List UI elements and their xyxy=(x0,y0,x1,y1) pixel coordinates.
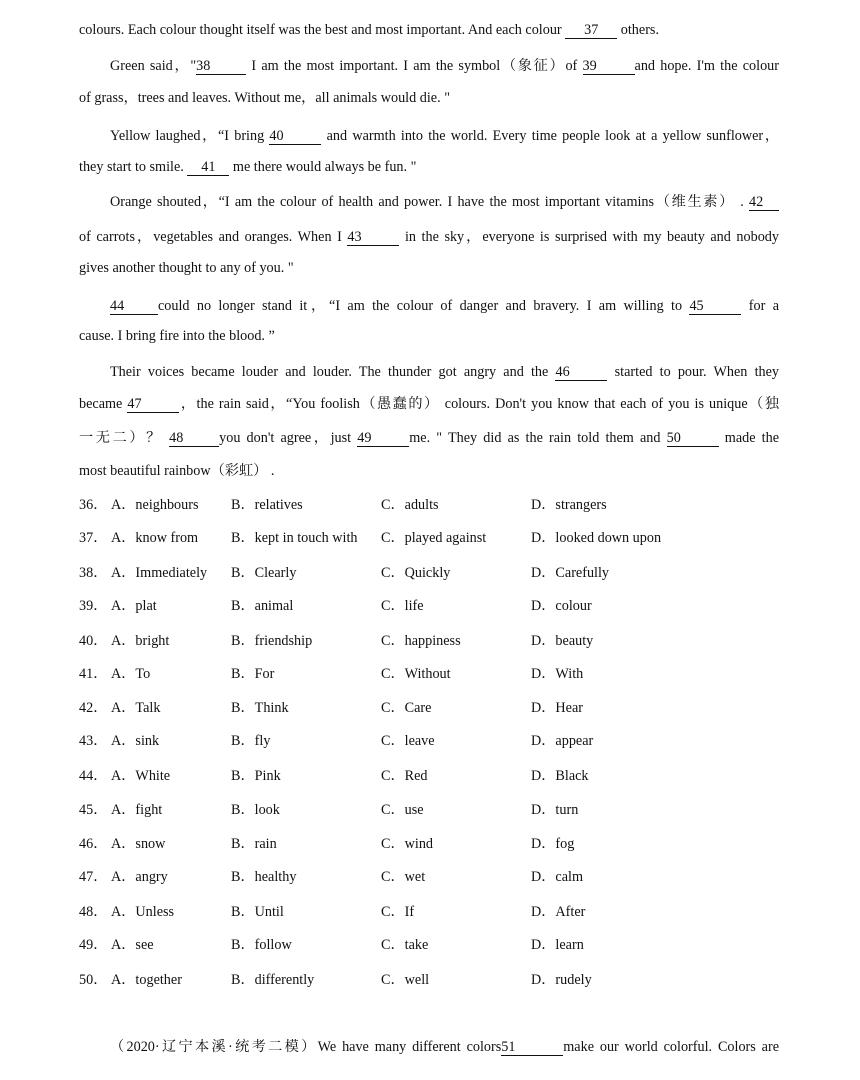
text: and hope. I'm the colour xyxy=(634,58,779,74)
blank-43: 43 xyxy=(347,229,399,246)
option-d[interactable]: D．turn xyxy=(531,802,579,818)
blank-40: 40 xyxy=(269,128,321,145)
blank-48: 48 xyxy=(169,430,219,447)
text: colours. Each colour thought itself was the best and most important. And each colour xyxy=(79,22,566,38)
text: Green said，" xyxy=(110,58,197,74)
text: made the xyxy=(718,430,779,446)
question-number: 45． xyxy=(79,802,108,818)
option-d[interactable]: D．colour xyxy=(531,598,592,614)
option-d[interactable]: D．Hear xyxy=(531,700,583,716)
option-d[interactable]: D．calm xyxy=(531,869,584,885)
question-number: 39． xyxy=(79,598,108,614)
blank-50: 50 xyxy=(667,430,719,447)
blank-44: 44 xyxy=(110,298,158,315)
option-c[interactable]: C．take xyxy=(381,937,429,953)
text: became xyxy=(79,396,128,412)
option-c[interactable]: C．Without xyxy=(381,666,451,682)
question-number: 46． xyxy=(79,836,108,852)
option-a[interactable]: A．Talk xyxy=(111,700,161,716)
question-number: 37． xyxy=(79,530,108,546)
option-c[interactable]: C．Quickly xyxy=(381,565,451,581)
option-a[interactable]: A．Immediately xyxy=(111,565,208,581)
option-b[interactable]: B．healthy xyxy=(231,869,297,885)
option-d[interactable]: D．looked down upon xyxy=(531,530,662,546)
option-d[interactable]: D．learn xyxy=(531,937,584,953)
text: others. xyxy=(617,22,659,38)
passage-line xyxy=(110,296,779,316)
blank-45: 45 xyxy=(689,298,741,315)
blank-49: 49 xyxy=(357,430,409,447)
option-c[interactable]: C．happiness xyxy=(381,633,461,649)
question-number: 47． xyxy=(79,869,108,885)
passage-line xyxy=(110,126,779,146)
text: gives another thought to any of you. " xyxy=(79,260,294,276)
option-c[interactable]: C．leave xyxy=(381,733,435,749)
text: and warmth into the world. Every time people look at a yellow sunflower， xyxy=(321,128,780,144)
text: of carrots，vegetables and oranges. When I xyxy=(79,229,348,245)
blank-37: 37 xyxy=(565,22,617,39)
option-b[interactable]: B．look xyxy=(231,802,280,818)
text: of grass，trees and leaves. Without me，all animals would die. " xyxy=(79,90,450,106)
passage-line xyxy=(79,326,779,346)
option-d[interactable]: D．After xyxy=(531,904,586,920)
question-number: 36． xyxy=(79,497,108,513)
blank-47: 47 xyxy=(127,396,179,413)
option-a[interactable]: A．fight xyxy=(111,802,163,818)
question-number: 44． xyxy=(79,768,108,784)
option-b[interactable]: B．friendship xyxy=(231,633,313,649)
option-c[interactable]: C．use xyxy=(381,802,424,818)
text: they start to smile. xyxy=(79,159,188,175)
option-a[interactable]: A．see xyxy=(111,937,154,953)
option-d[interactable]: D．beauty xyxy=(531,633,594,649)
option-a[interactable]: A．bright xyxy=(111,633,170,649)
option-b[interactable]: B．rain xyxy=(231,836,277,852)
passage-line xyxy=(79,394,779,414)
question-number: 50． xyxy=(79,972,108,988)
question-number: 41． xyxy=(79,666,108,682)
blank-51: 51 xyxy=(501,1039,563,1056)
passage-line xyxy=(79,428,779,448)
question-number: 40． xyxy=(79,633,108,649)
blank-46: 46 xyxy=(555,364,607,381)
text: you don't agree，just xyxy=(219,430,358,446)
question-number: 48． xyxy=(79,904,108,920)
text: 一无二）？ xyxy=(79,430,170,446)
option-a[interactable]: A．To xyxy=(111,666,151,682)
option-b[interactable]: B．kept in touch with xyxy=(231,530,358,546)
passage-line xyxy=(79,157,779,177)
option-b[interactable]: B．Think xyxy=(231,700,289,716)
blank-38: 38 xyxy=(196,58,246,75)
text: make our world colorful. Colors are xyxy=(563,1039,779,1055)
blank-42: 42 xyxy=(749,194,779,211)
passage-line xyxy=(79,88,779,108)
option-c[interactable]: C．played against xyxy=(381,530,487,546)
option-b[interactable]: B．Clearly xyxy=(231,565,297,581)
option-b[interactable]: B．differently xyxy=(231,972,315,988)
option-d[interactable]: D．Black xyxy=(531,768,589,784)
passage-line xyxy=(110,362,779,382)
passage-line xyxy=(79,20,779,40)
blank-39: 39 xyxy=(583,58,635,75)
blank-41: 41 xyxy=(187,159,229,176)
option-a[interactable]: A．Unless xyxy=(111,904,175,920)
option-a[interactable]: A．neighbours xyxy=(111,497,199,513)
option-d[interactable]: D．rudely xyxy=(531,972,592,988)
passage-line xyxy=(79,461,779,481)
option-a[interactable]: A．angry xyxy=(111,869,168,885)
option-c[interactable]: C．Care xyxy=(381,700,432,716)
option-c[interactable]: C．well xyxy=(381,972,430,988)
option-a[interactable]: A．snow xyxy=(111,836,166,852)
text: cause. I bring fire into the blood. ” xyxy=(79,328,275,344)
passage-line xyxy=(110,56,779,76)
option-a[interactable]: A．sink xyxy=(111,733,160,749)
option-d[interactable]: D．strangers xyxy=(531,497,607,513)
text: could no longer stand it，“I am the colour of danger and bravery. I am willing to xyxy=(158,298,690,314)
option-b[interactable]: B．animal xyxy=(231,598,294,614)
option-b[interactable]: B．Until xyxy=(231,904,284,920)
text: Yellow laughed，“I bring xyxy=(110,128,270,144)
option-d[interactable]: D．fog xyxy=(531,836,575,852)
option-c[interactable]: C．adults xyxy=(381,497,439,513)
text: Their voices became louder and louder. The thunder got angry and the xyxy=(110,364,556,380)
option-a[interactable]: A．together xyxy=(111,972,182,988)
question-number: 43． xyxy=(79,733,108,749)
option-c[interactable]: C．wind xyxy=(381,836,434,852)
option-c[interactable]: C．If xyxy=(381,904,415,920)
option-d[interactable]: D．Carefully xyxy=(531,565,610,581)
option-b[interactable]: B．follow xyxy=(231,937,292,953)
passage-line xyxy=(110,192,779,212)
text: me there would always be fun. " xyxy=(229,159,417,175)
option-a[interactable]: A．plat xyxy=(111,598,157,614)
option-b[interactable]: B．Pink xyxy=(231,768,281,784)
option-b[interactable]: B．For xyxy=(231,666,275,682)
option-a[interactable]: A．White xyxy=(111,768,171,784)
passage-line xyxy=(79,227,779,247)
text: started to pour. When they xyxy=(607,364,779,380)
text: most beautiful rainbow（彩虹） . xyxy=(79,463,275,479)
option-d[interactable]: D．With xyxy=(531,666,584,682)
option-b[interactable]: B．fly xyxy=(231,733,271,749)
text: ，the rain said，“You foolish（愚蠢的） colours. Don't you know that each of you is unique（独 xyxy=(179,396,780,412)
question-number: 38． xyxy=(79,565,108,581)
text: for a xyxy=(741,298,779,314)
option-c[interactable]: C．life xyxy=(381,598,424,614)
text: in the sky，everyone is surprised with my beauty and nobody xyxy=(399,229,779,245)
option-d[interactable]: D．appear xyxy=(531,733,594,749)
option-c[interactable]: C．wet xyxy=(381,869,426,885)
option-c[interactable]: C．Red xyxy=(381,768,428,784)
text: me. " They did as the rain told them and xyxy=(409,430,667,446)
passage-line xyxy=(79,258,779,278)
question-number: 49． xyxy=(79,937,108,953)
question-number: 42． xyxy=(79,700,108,716)
text: （2020·辽宁本溪·统考二模）We have many different colors xyxy=(110,1039,502,1055)
text: Orange shouted，“I am the colour of health and power. I have the most important vitamins（维生素） . xyxy=(110,194,749,210)
option-b[interactable]: B．relatives xyxy=(231,497,303,513)
passage-line xyxy=(110,1037,779,1057)
text: I am the most important. I am the symbol（象征）of xyxy=(246,58,583,74)
option-a[interactable]: A．know from xyxy=(111,530,199,546)
